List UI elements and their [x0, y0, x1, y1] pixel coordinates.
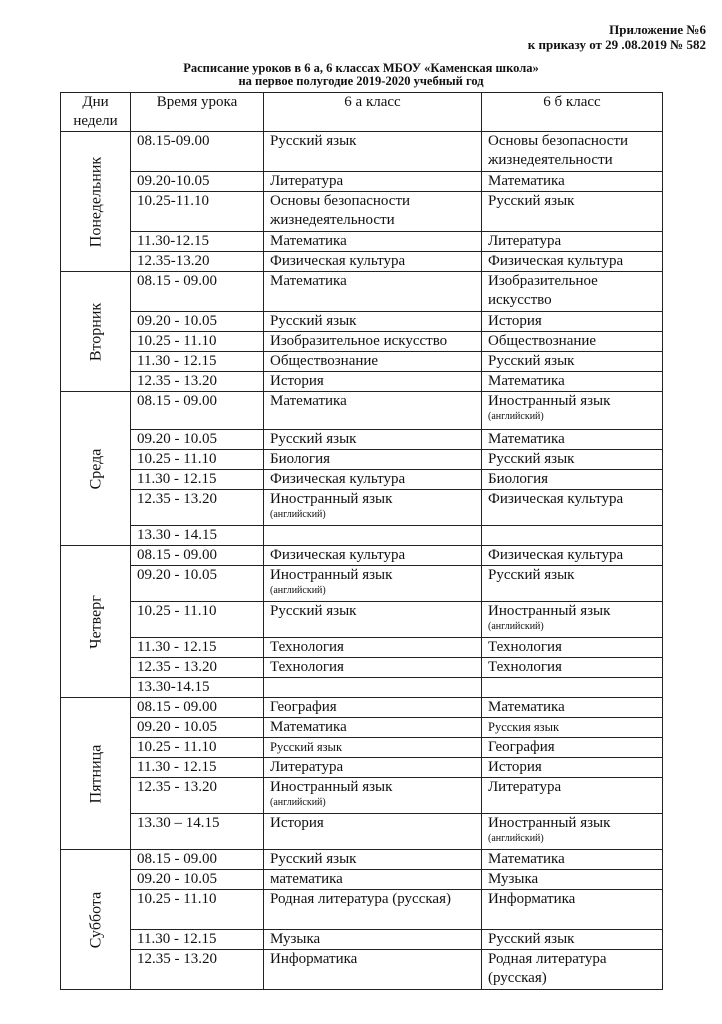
subject-class-6b	[482, 658, 663, 678]
table-row	[61, 778, 663, 814]
day-name: Вторник	[87, 302, 104, 361]
subject-name: Математика	[270, 393, 347, 409]
table-row	[61, 738, 663, 758]
subject-note: (английский)	[270, 509, 326, 520]
subject-name: Физическая культура	[270, 471, 406, 487]
day-cell	[61, 392, 131, 546]
subject-class-6b	[482, 392, 663, 430]
lesson-time: 09.20-10.05	[131, 172, 264, 192]
subject-name: Основы безопасности жизнедеятельности	[488, 133, 629, 168]
subject-class-6b	[482, 718, 663, 738]
subject-name: Родная литература (русская)	[488, 951, 607, 986]
subject-note: (английский)	[488, 833, 544, 844]
subject-class-6b	[482, 698, 663, 718]
subject-class-6b	[482, 814, 663, 850]
lesson-time: 13.30-14.15	[131, 678, 264, 698]
day-name: Среда	[87, 448, 104, 489]
subject-class-6b	[482, 950, 663, 990]
subject-name: Родная литература (русская)	[270, 891, 451, 907]
subject-name: Русский язык	[270, 603, 357, 619]
subject-name: Технология	[270, 659, 344, 675]
subject-class-6a	[264, 546, 482, 566]
lesson-time: 10.25 - 11.10	[131, 332, 264, 352]
subject-name: Иностранный язык	[488, 815, 611, 831]
subject-class-6a	[264, 930, 482, 950]
subject-name: Технология	[488, 659, 562, 675]
col-header-time: Время урока	[131, 93, 264, 132]
title-line-2: на первое полугодие 2019-2020 учебный год	[238, 74, 484, 88]
day-name: Пятница	[87, 744, 104, 803]
subject-class-6a	[264, 738, 482, 758]
lesson-time: 08.15 - 09.00	[131, 272, 264, 312]
subject-name: Изобразительное искусство	[488, 273, 598, 308]
subject-class-6a	[264, 232, 482, 252]
table-row	[61, 430, 663, 450]
table-row	[61, 450, 663, 470]
lesson-time: 09.20 - 10.05	[131, 566, 264, 602]
subject-name: Русский язык	[488, 353, 575, 369]
subject-class-6b	[482, 930, 663, 950]
subject-class-6a	[264, 272, 482, 312]
subject-class-6b	[482, 490, 663, 526]
lesson-time: 11.30 - 12.15	[131, 470, 264, 490]
table-row	[61, 870, 663, 890]
subject-class-6a	[264, 172, 482, 192]
table-row	[61, 352, 663, 372]
subject-name: Литература	[270, 173, 344, 189]
table-row	[61, 950, 663, 990]
subject-class-6b	[482, 450, 663, 470]
subject-name: Литература	[270, 759, 344, 775]
lesson-time: 12.35 - 13.20	[131, 950, 264, 990]
table-row	[61, 312, 663, 332]
lesson-time: 10.25 - 11.10	[131, 890, 264, 930]
subject-name: Русский язык	[270, 133, 357, 149]
subject-note: (английский)	[270, 585, 326, 596]
subject-name: История	[488, 313, 542, 329]
subject-name: Русский язык	[488, 451, 575, 467]
subject-name: Информатика	[488, 891, 576, 907]
subject-note: (английский)	[488, 621, 544, 632]
lesson-time: 09.20 - 10.05	[131, 312, 264, 332]
table-row	[61, 718, 663, 738]
lesson-time: 10.25-11.10	[131, 192, 264, 232]
day-name: Суббота	[87, 891, 104, 948]
subject-class-6a	[264, 950, 482, 990]
table-row	[61, 930, 663, 950]
subject-name: Иностранный язык	[488, 603, 611, 619]
subject-class-6a	[264, 526, 482, 546]
lesson-time: 08.15 - 09.00	[131, 850, 264, 870]
subject-class-6b	[482, 372, 663, 392]
subject-name: Технология	[270, 639, 344, 655]
subject-class-6a	[264, 602, 482, 638]
lesson-time: 09.20 - 10.05	[131, 870, 264, 890]
subject-name: Физическая культура	[270, 253, 406, 269]
subject-name: Русский язык	[488, 193, 575, 209]
day-cell	[61, 132, 131, 272]
subject-name: Музыка	[488, 871, 539, 887]
subject-name: Русский язык	[488, 567, 575, 583]
subject-name: Математика	[488, 373, 565, 389]
table-row	[61, 850, 663, 870]
subject-class-6a	[264, 778, 482, 814]
appendix-label: Приложение №6	[609, 22, 706, 37]
subject-name: Физическая культура	[488, 253, 624, 269]
table-row	[61, 470, 663, 490]
col-header-class-a: 6 а класс	[264, 93, 482, 132]
table-row	[61, 814, 663, 850]
subject-class-6b	[482, 566, 663, 602]
subject-class-6b	[482, 232, 663, 252]
subject-class-6a	[264, 850, 482, 870]
subject-class-6a	[264, 566, 482, 602]
subject-class-6b	[482, 352, 663, 372]
subject-name: Технология	[488, 639, 562, 655]
subject-name: Музыка	[270, 931, 321, 947]
subject-name: Основы безопасности жизнедеятельности	[270, 193, 411, 228]
subject-name: Математика	[270, 233, 347, 249]
subject-class-6b	[482, 850, 663, 870]
subject-class-6b	[482, 430, 663, 450]
day-cell	[61, 698, 131, 850]
subject-class-6a	[264, 332, 482, 352]
subject-class-6b	[482, 526, 663, 546]
table-row	[61, 890, 663, 930]
table-row	[61, 490, 663, 526]
subject-class-6a	[264, 718, 482, 738]
subject-class-6b	[482, 758, 663, 778]
subject-name: Математика	[488, 431, 565, 447]
subject-class-6b	[482, 678, 663, 698]
schedule-body	[61, 132, 663, 990]
subject-class-6a	[264, 658, 482, 678]
lesson-time: 11.30 - 12.15	[131, 352, 264, 372]
subject-name: Обществознание	[488, 333, 597, 349]
table-row	[61, 192, 663, 232]
table-row	[61, 638, 663, 658]
subject-class-6a	[264, 698, 482, 718]
subject-class-6a	[264, 470, 482, 490]
table-row	[61, 132, 663, 172]
subject-name: Литература	[488, 233, 562, 249]
table-row	[61, 272, 663, 312]
table-row	[61, 526, 663, 546]
table-row	[61, 658, 663, 678]
subject-class-6b	[482, 272, 663, 312]
lesson-time: 09.20 - 10.05	[131, 430, 264, 450]
col-header-class-b: 6 б класс	[482, 93, 663, 132]
subject-class-6b	[482, 870, 663, 890]
subject-name: Биология	[270, 451, 331, 467]
subject-name: математика	[270, 871, 343, 887]
table-row	[61, 566, 663, 602]
subject-class-6a	[264, 890, 482, 930]
lesson-time: 11.30-12.15	[131, 232, 264, 252]
subject-name: История	[270, 373, 324, 389]
subject-class-6a	[264, 312, 482, 332]
subject-class-6b	[482, 470, 663, 490]
subject-name: Изобразительное искусство	[270, 333, 448, 349]
subject-class-6b	[482, 546, 663, 566]
schedule-table	[60, 92, 663, 990]
subject-name: Русский язык	[270, 431, 357, 447]
subject-name: История	[488, 759, 542, 775]
subject-class-6a	[264, 678, 482, 698]
subject-name: Литература	[488, 779, 562, 795]
table-row	[61, 698, 663, 718]
subject-name: Физическая культура	[488, 491, 624, 507]
subject-name: Физическая культура	[270, 547, 406, 563]
subject-class-6b	[482, 132, 663, 172]
subject-class-6a	[264, 352, 482, 372]
subject-name: География	[488, 739, 555, 755]
subject-class-6b	[482, 252, 663, 272]
subject-name: Обществознание	[270, 353, 379, 369]
subject-class-6b	[482, 638, 663, 658]
table-row	[61, 602, 663, 638]
subject-class-6b	[482, 602, 663, 638]
schedule-title	[0, 62, 722, 88]
table-row	[61, 372, 663, 392]
subject-class-6a	[264, 870, 482, 890]
subject-class-6a	[264, 392, 482, 430]
lesson-time: 08.15-09.00	[131, 132, 264, 172]
subject-class-6a	[264, 252, 482, 272]
subject-class-6a	[264, 450, 482, 470]
lesson-time: 12.35 - 13.20	[131, 490, 264, 526]
subject-class-6b	[482, 890, 663, 930]
subject-class-6b	[482, 172, 663, 192]
subject-name: Русский язык	[270, 740, 343, 754]
table-row	[61, 252, 663, 272]
lesson-time: 11.30 - 12.15	[131, 638, 264, 658]
col-header-days: Дни недели	[61, 93, 131, 132]
lesson-time: 12.35 - 13.20	[131, 778, 264, 814]
subject-class-6a	[264, 430, 482, 450]
lesson-time: 10.25 - 11.10	[131, 450, 264, 470]
subject-name: Русския язык	[488, 720, 560, 734]
subject-class-6b	[482, 312, 663, 332]
subject-note: (английский)	[488, 411, 544, 422]
subject-class-6b	[482, 332, 663, 352]
subject-note: (английский)	[270, 797, 326, 808]
subject-name: Информатика	[270, 951, 358, 967]
subject-name: Иностранный язык	[270, 567, 393, 583]
subject-class-6a	[264, 192, 482, 232]
lesson-time: 13.30 – 14.15	[131, 814, 264, 850]
table-row	[61, 758, 663, 778]
subject-class-6b	[482, 192, 663, 232]
subject-class-6a	[264, 814, 482, 850]
lesson-time: 12.35 - 13.20	[131, 658, 264, 678]
day-cell	[61, 272, 131, 392]
day-cell	[61, 546, 131, 698]
lesson-time: 08.15 - 09.00	[131, 698, 264, 718]
lesson-time: 11.30 - 12.15	[131, 930, 264, 950]
table-row	[61, 392, 663, 430]
subject-class-6a	[264, 132, 482, 172]
subject-class-6a	[264, 758, 482, 778]
subject-name: Биология	[488, 471, 549, 487]
lesson-time: 10.25 - 11.10	[131, 738, 264, 758]
lesson-time: 08.15 - 09.00	[131, 546, 264, 566]
subject-class-6a	[264, 638, 482, 658]
lesson-time: 12.35 - 13.20	[131, 372, 264, 392]
lesson-time: 09.20 - 10.05	[131, 718, 264, 738]
header-row	[61, 93, 663, 132]
subject-name: Математика	[488, 851, 565, 867]
subject-name: Физическая культура	[488, 547, 624, 563]
order-reference: к приказу от 29 .08.2019 № 582	[527, 37, 706, 52]
subject-class-6b	[482, 738, 663, 758]
table-row	[61, 232, 663, 252]
day-name: Четверг	[87, 594, 104, 649]
title-line-1: Расписание уроков в 6 а, 6 классах МБОУ «Каменская школа»	[183, 61, 539, 75]
subject-name: Русский язык	[270, 851, 357, 867]
table-row	[61, 332, 663, 352]
table-row	[61, 172, 663, 192]
subject-name: Иностранный язык	[270, 779, 393, 795]
lesson-time: 10.25 - 11.10	[131, 602, 264, 638]
subject-name: Русский язык	[270, 313, 357, 329]
subject-name: Иностранный язык	[270, 491, 393, 507]
table-row	[61, 546, 663, 566]
subject-class-6a	[264, 490, 482, 526]
appendix-header	[528, 22, 706, 52]
lesson-time: 12.35-13.20	[131, 252, 264, 272]
subject-name: История	[270, 815, 324, 831]
lesson-time: 13.30 - 14.15	[131, 526, 264, 546]
subject-class-6b	[482, 778, 663, 814]
subject-name: Математика	[270, 273, 347, 289]
subject-name: Иностранный язык	[488, 393, 611, 409]
lesson-time: 11.30 - 12.15	[131, 758, 264, 778]
table-row	[61, 678, 663, 698]
day-name: Понедельник	[87, 156, 104, 247]
subject-name: Математика	[488, 173, 565, 189]
lesson-time: 08.15 - 09.00	[131, 392, 264, 430]
subject-class-6a	[264, 372, 482, 392]
subject-name: Русский язык	[488, 931, 575, 947]
day-cell	[61, 850, 131, 990]
subject-name: География	[270, 699, 337, 715]
subject-name: Математика	[270, 719, 347, 735]
subject-name: Математика	[488, 699, 565, 715]
